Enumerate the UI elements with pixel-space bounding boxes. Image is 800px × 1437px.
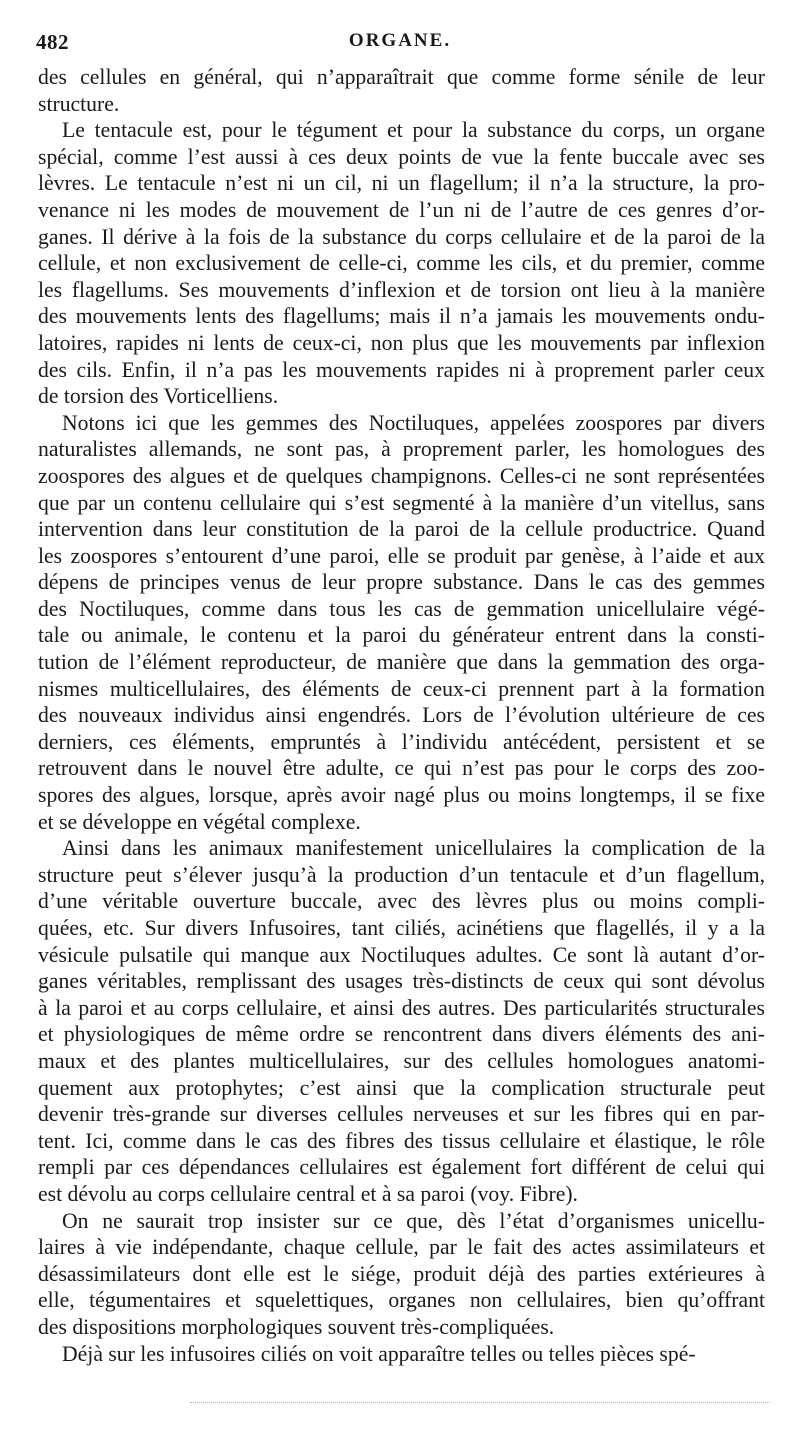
text-line: de torsion des Vorticelliens. [38,384,279,409]
text-line: quées, etc. Sur divers Infusoires, tant ciliés, acinétiens que flagellés, il y a la [38,916,765,940]
text-line: tale ou animale, le contenu et la paroi du générateur entrent dans la consti- [38,623,765,648]
text-line: On ne saurait trop insister sur ce que, dès l’état d’organismes unicellu- [62,1208,765,1233]
text-line: dépens de principes venus de leur propre substance. Dans le cas des gemmes [38,570,765,595]
text-line: spécial, comme l’est aussi à ces deux points de vue la fente buccale avec ses [38,144,765,169]
text-line: venance ni les modes de mouvement de l’un ni de l’autre de ces genres d’or- [38,197,765,222]
text-line: structure peut s’élever jusqu’à la production d’un tentacule et d’un flagellum, [38,862,765,887]
running-title: ORGANE. [348,30,452,51]
text-line: cellule, et non exclusivement de celle-ci, comme les cils, et du premier, comme [38,251,765,276]
text-line: elle, tégumentaires et squelettiques, organes non cellulaires, bien qu’offrant [38,1288,765,1313]
text-line: tent. Ici, comme dans le cas des fibres des tissus cellulaire et élastique, le rôle [38,1128,765,1153]
text-line: latoires, rapides ni lents de ceux-ci, non plus que les mouvements par inflexion [38,330,765,355]
text-line: et se développe en végétal complexe. [38,809,361,834]
text-line: des cellules en général, qui n’apparaîtrait que comme forme sénile de leur [38,65,765,89]
text-line: à la paroi et au corps cellulaire, et ainsi des autres. Des particularités structurales [38,995,765,1020]
text-line: les flagellums. Ses mouvements d’inflexion et de torsion ont lieu à la manière [38,277,765,302]
text-line: des mouvements lents des flagellums; mais il n’a jamais les mouvements ondu- [38,304,765,329]
text-line: zoospores des algues et de quelques champignons. Celles-ci ne sont représentées [38,463,765,488]
text-line: des dispositions morphologiques souvent très-compliquées. [38,1314,555,1339]
paragraph [38,64,765,117]
text-line: est dévolu au corps cellulaire central et à sa paroi (voy. Fibre). [38,1181,578,1206]
text-line: laires à vie indépendante, chaque cellule, par le fait des actes assimilateurs et [38,1235,765,1260]
body-text [38,64,765,1367]
text-line: Ainsi dans les animaux manifestement unicellulaires la complication de la [62,836,765,861]
text-line: que par un contenu cellulaire qui s’est segmenté à la manière d’un vitellus, sans [38,490,765,515]
text-line: maux et des plantes multicellulaires, sur des cellules homologues anatomi- [38,1048,765,1073]
text-line: des cils. Enfin, il n’a pas les mouvements rapides ni à proprement parler ceux [38,357,765,382]
footer-rule [190,1402,770,1403]
paragraph [38,117,765,410]
text-line: quement aux protophytes; c’est ainsi que la complication structurale peut [38,1075,765,1100]
text-line: rempli par ces dépendances cellulaires est également fort différent de celui qui [38,1155,765,1180]
page-number: 482 [36,30,69,54]
text-line: derniers, ces éléments, empruntés à l’individu antécédent, persistent et se [38,729,765,754]
text-line: Déjà sur les infusoires ciliés on voit apparaître telles ou telles pièces spé- [62,1341,696,1366]
text-line: Le tentacule est, pour le tégument et pour la substance du corps, un organe [62,118,765,143]
paragraph [38,1341,765,1368]
text-line: naturalistes allemands, ne sont pas, à proprement parler, les homologues des [38,437,765,462]
text-line: structure. [38,91,120,116]
text-line: intervention dans leur constitution de la paroi de la cellule productrice. Quand [38,517,765,542]
text-line: lèvres. Le tentacule n’est ni un cil, ni un flagellum; il n’a la structure, la pro- [38,171,765,196]
text-line: devenir très-grande sur diverses cellules nerveuses et sur les fibres qui en par- [38,1102,765,1127]
text-line: retrouvent dans le nouvel être adulte, ce qui n’est pas pour le corps des zoo- [38,756,765,781]
text-line: ganes. Il dérive à la fois de la substance du corps cellulaire et de la paroi de la [38,224,765,249]
page-header [36,30,764,58]
text-line: nismes multicellulaires, des éléments de ceux-ci prennent part à la formation [38,676,765,701]
text-line: et physiologiques de même ordre se rencontrent dans divers éléments des ani- [38,1022,765,1047]
paragraph [38,1208,765,1341]
paragraph [38,835,765,1207]
text-line: vésicule pulsatile qui manque aux Noctiluques adultes. Ce sont là autant d’or- [38,942,765,967]
text-line: des nouveaux individus ainsi engendrés. Lors de l’évolution ultérieure de ces [38,703,765,728]
text-line: ganes véritables, remplissant des usages très-distincts de ceux qui sont dévolus [38,969,765,994]
paragraph [38,410,765,836]
text-line: tution de l’élément reproducteur, de manière que dans la gemmation des orga- [38,650,765,675]
text-line: Notons ici que les gemmes des Noctiluques, appelées zoospores par divers [62,410,765,435]
text-line: des Noctiluques, comme dans tous les cas de gemmation unicellulaire végé- [38,596,765,621]
text-line: les zoospores s’entourent d’une paroi, elle se produit par genèse, à l’aide et aux [38,543,765,568]
text-line: d’une véritable ouverture buccale, avec des lèvres plus ou moins compli- [38,889,765,914]
text-line: spores des algues, lorsque, après avoir nagé plus ou moins longtemps, il se fixe [38,783,765,808]
text-line: désassimilateurs dont elle est le siége, produit déjà des parties extérieures à [38,1261,765,1286]
